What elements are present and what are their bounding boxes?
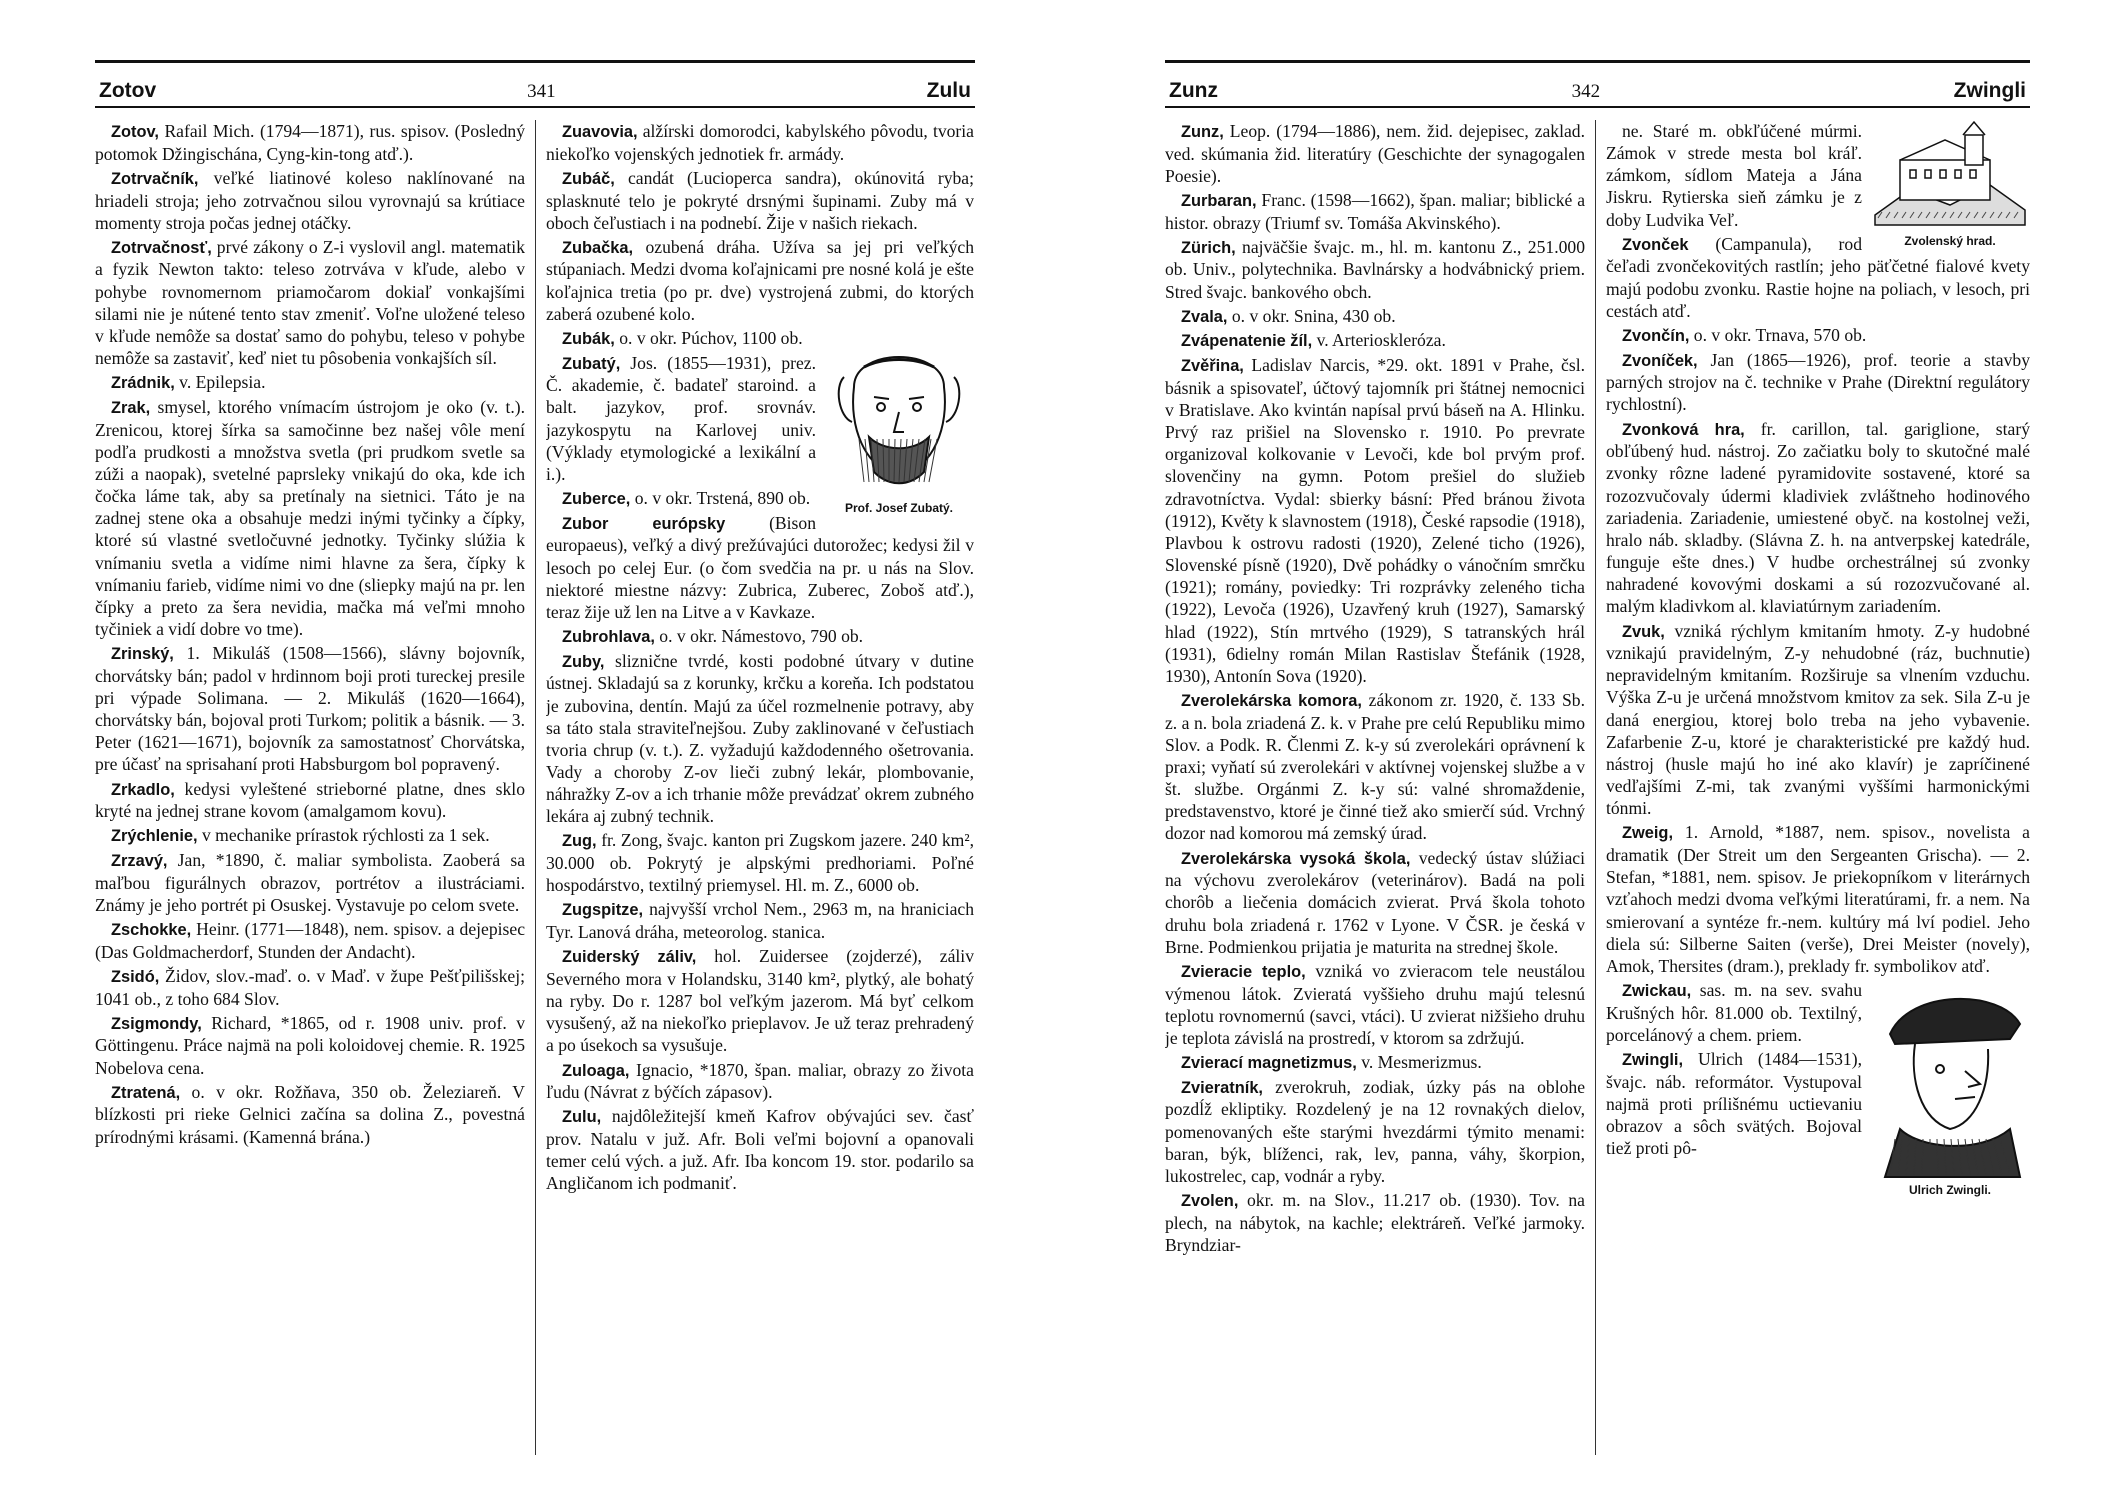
entry-headword: Zrýchlenie, [111, 827, 198, 846]
entry-headword: Zuiderský záliv, [562, 948, 697, 967]
page-number: 341 [527, 81, 556, 102]
entry-text: sliznične tvrdé, kosti podobné útvary v dutine ústnej. Skladajú sa z korunky, krčku a koreňa. Ich podstatou je zubovina, dentín. Majú za účel rozmelnenie potravy, aby sa táto stala straviteľnejšou. Zuby zaklinované v čeľustiach tvoria chrup (v. t.). Z. vyžadujú každodenného ošetrovania. Vady a choroby Z-ov lieči zubný lekár, plombovanie, náhražky Z-ov a ich trhanie môže prevádzať okrem zubného lekára aj zubný technik. [546, 650, 974, 827]
dictionary-entry [546, 236, 974, 325]
entry-headword: Zweig, [1622, 824, 1673, 843]
entry-headword: Zurbaran, [1181, 191, 1257, 210]
entry-text: v. Epilepsia. [174, 372, 266, 393]
entry-headword: Zunz, [1181, 123, 1224, 141]
entry-text: alžírski domorodci, kabylského pôvodu, tvoria niekoľko vojenských jednotiek fr. armády. [546, 121, 974, 164]
entry-headword: Zvieratník, [1181, 1078, 1263, 1097]
entry-headword: Zwickau, [1622, 982, 1692, 1001]
dictionary-entry [546, 512, 974, 623]
dictionary-entry [1165, 847, 1585, 958]
entry-text: smysel, ktorého vnímacím ústrojom je oko (v. t.). Zrenicou, ktorej šírka sa samočinne bez našej vôle mení podľa prudkosti a množstva svetla (pri prudkom svetle sa zúži a naopak), svetelné paprsleky vnikajú do oka, kde ich čočka láme tak, aby sa pretínaly na sietnici. Táto je na zadnej stene oka a obsahuje medzi inými tyčinky a čípky, ktoré sú vlastné svetločuvné jednotky. Tyčinky slúžia k vnímaniu svetla a vidíme nimi hlavne za šera, čípky k vnímaniu farieb, vidíme nimi vo dne (sliepky majú na pr. len čípky a preto za šera nevidia, mačka má veľmi mnoho tyčiniek a vidí dobre vo tme). [95, 396, 525, 640]
entry-text: kedysi vyleštené strieborné platne, dnes sklo kryté na jednej strane kovom (amalgamom kovu). [95, 778, 525, 822]
header-left-word: Zunz [1169, 79, 1218, 102]
right-page [1165, 60, 2030, 1455]
dictionary-entry [1165, 1076, 1585, 1187]
entry-text: (Campanula), rod čeľadi zvončekovitých rastlín; jeho päťčetné fialové kvety majú podobu zvonku. Rastie hojne na poliach, v lesoch, pri cestách atď. [1606, 233, 2030, 321]
entry-text: Jos. (1855—1931), prez. Č. akademie, č. badateľ staroind. a balt. jazykov, prof. srovnáv. jazykospytu na Karlovej univ. (Výklady etymologické a lexikální a i.). [546, 352, 816, 484]
dictionary-entry [1165, 689, 1585, 845]
entry-text: Leop. (1794—1886), nem. žid. dejepisec, zaklad. ved. skúmania žid. literatúry (Geschichte der synagogalen Poesie). [1165, 121, 1585, 186]
entry-text: Ladislav Narcis, *29. okt. 1891 v Prahe, čsl. básnik a spisovateľ, účtový tajomník pri štátnej nemocnici v Bratislave. Ako kvintán napísal prvú báseň na A. Hlinku. Prvý raz prišiel na Slovensko r. 1910. Po prevrate organizoval kolkovanie v Levoči, kde bol prvým prof. slovenčiny na gymn. Potom prešiel do služieb zdravotníctva. Vydal: sbierky básní: Před bránou života (1912), Květy k slavnostem (1918), České rapsodie (1918), Plavbou k ostrovu radosti (1920), Zelené ticho (1926), Slovenské písně (1920), Dvě pohádky o vánočním smrčku (1921); romány, poviedky: Tri rozprávky zeleného ticha (1922), Levoča (1926), Uzavřený kruh (1927), Samarský hlad (1922), Stín mrtvého (1929), S tatranských hrál (1931), 6dielny román Milan Rastislav Štefánik (1928, 1930), Antonín Sova (1920). [1165, 355, 1585, 686]
entry-text: najvyšší vrchol Nem., 2963 m, na hraniciach Tyr. Lanová dráha, meteorolog. stanica. [546, 899, 974, 943]
entry-headword: Zwingli, [1622, 1051, 1684, 1070]
dictionary-entry [1165, 120, 1585, 187]
entry-text: fr. Zong, švajc. kanton pri Zugskom jazere. 240 km², 30.000 ob. Pokrytý je alpskými predhoriami. Poľné hospodárstvo, textilný priemysel. Hl. m. Z., 6000 ob. [546, 830, 974, 896]
entry-headword: Zrkadlo, [111, 780, 175, 799]
dictionary-entry [546, 945, 974, 1056]
zubaty-portrait [824, 327, 974, 516]
page-number: 342 [1571, 81, 1601, 102]
figure-caption: Ulrich Zwingli. [1908, 1183, 1991, 1198]
entry-text: Ulrich (1484—1531), švajc. náb. reformátor. Vystupoval najmä proti prílišnému uctievaniu obrazov a sôch svätých. Bojoval tiež proti pô- [1606, 1049, 1862, 1159]
entry-headword: Ztratená, [111, 1083, 181, 1102]
dictionary-entry [546, 120, 974, 165]
entry-headword: Zotrvačnosť, [111, 238, 212, 257]
entry-text: zverokruh, zodiak, úzky pás na oblohe pozdĺž ekliptiky. Rozdelený je na 12 rovnakých dielov, pomenovaných ešte starými hvezdármi týmito menami: baran, býk, blíženci, rak, lev, panna, váhy, škorpion, lukostrelec, cap, vodnár a ryby. [1165, 1076, 1585, 1186]
entry-headword: Zrak, [111, 398, 151, 417]
entry-headword: Zuby, [562, 652, 605, 671]
entry-headword: Zvěřina, [1181, 357, 1244, 376]
entry-text: zákonom zr. 1920, č. 133 Sb. z. a n. bola zriadená Z. k. v Prahe pre celú Republiku mimo Slov. a Podk. R. Členmi Z. k-y sú zverolekári oprávnení k praxi; vyňatí sú zverolekári v aktívnej vojenskej službe a v št. službe. Orgánmi Z. k-y sú: valné shromaždenie, predstavenstvo, ktoré je činné tiež ako smierčí súd. Vrchný dozor nad komorou má zemský úrad. [1165, 690, 1585, 844]
castle-illustration [1870, 120, 2030, 249]
entry-text: Jan, *1890, č. maliar symbolista. Zaoberá sa maľbou figurálnych obrazov, portrétov a ilustráciami. Známy je jeho portrét pi Osuskej. Vystavuje po celom svete. [95, 850, 525, 915]
entry-text: 1. Mikuláš (1508—1566), slávny bojovník, chorvátsky bán; padol v hrdinnom boji proti tureckej presile pri výpade Solimana. — 2. Mikuláš (1620—1664), chorvátsky bán, bojoval proti Turkom; politik a básnik. — 3. Peter (1621—1671), bojovník za samostatnosť Chorvátska, pre účasť na sprisahaní proti Habsburgom bol popravený. [95, 643, 525, 775]
entry-text: o. v okr. Púchov, 1100 ob. [614, 327, 803, 348]
entry-headword: Zvoníček, [1622, 351, 1698, 370]
entry-text: vzniká rýchlym kmitaním hmoty. Z-y hudobné vznikajú pravidelným, Z-y nehudobné (ráz, buchnutie) nepravidelným kmitaním. Rozširuje sa vlnením vzduchu. Výška Z-u je určená množstvom kmitov za sek. Sila Z-u je daná energiou, ktorej bolo treba na jeho vybavenie. Zafarbenie Z-u, ktoré je charakteristické pre každý hud. nástroj (husle majú ho iné ako klavír) je zapríčinené vedľajšími Z-mi, tak zvanými vyššími harmonickými tónmi. [1606, 620, 2030, 819]
entry-text: okr. m. na Slov., 11.217 ob. (1930). Tov. na plech, na nábytok, na kachle; elektráreň. Veľké jarmoky. Bryndziar- [1165, 1190, 1585, 1255]
entry-headword: Zvolen, [1181, 1192, 1239, 1211]
dictionary-entry [95, 849, 525, 916]
entry-text: v mechanike prírastok rýchlosti za 1 sek. [197, 825, 490, 846]
entry-headword: Zubor európsky [562, 514, 726, 533]
entry-text: ne. Staré m. obkľúčené múrmi. Zámok v strede mesta bol kráľ. zámkom, sídlom Mateja a Jána Jiskru. Rytierska sieň zámku je z doby Ludvika Veľ. [1606, 121, 1862, 230]
dictionary-entry [95, 396, 525, 640]
left-page [95, 60, 975, 1455]
dictionary-entry [1165, 354, 1585, 687]
entry-text: o. v okr. Námestovo, 790 ob. [654, 626, 864, 647]
entry-headword: Zsigmondy, [111, 1014, 202, 1033]
dictionary-entry [95, 236, 525, 369]
dictionary-entry [1165, 236, 1585, 303]
header-right-word: Zulu [926, 79, 971, 102]
entry-headword: Zverolekárska vysoká škola, [1181, 849, 1411, 868]
entry-text: vedecký ústav slúžiaci na výchovu zverolekárov (veterinárov). Badá na poli chorôb a liečenia domácich zvierat. Prvá škola tohoto druhu bola zriadená r. 1762 v Lyone. V ČSR. je česká v Brne. Podmienkou prijatia je maturita na strednej škole. [1165, 847, 1585, 957]
entry-headword: Zug, [562, 832, 597, 851]
dictionary-entry [1606, 821, 2030, 977]
entry-text: hol. Zuidersee (zojderzé), záliv Severného mora v Holandsku, 3140 km², plytký, ale bohatý na ryby. Do r. 1287 bol veľkým jazerom. Má byť celkom vysušený, až na niekoľko prieplavov. Je už teraz prehradený a po úsekoch sa vysušuje. [546, 946, 974, 1056]
entry-headword: Zuberce, [562, 490, 631, 509]
column-divider [1595, 120, 1596, 1455]
entry-headword: Zulu, [562, 1108, 602, 1127]
entry-headword: Zvieracie teplo, [1181, 962, 1306, 981]
dictionary-entry [95, 642, 525, 775]
dictionary-entry [1606, 324, 2030, 347]
left-page-column-2 [546, 120, 974, 1455]
entry-text: najdôležitejší kmeň Kafrov obývajúci sev. časť prov. Natalu v juž. Afr. Boli veľmi bojovní a opanovali temer celú vých. a juž. Afr. Iba koncom 19. stor. podarilo sa Angličanom ich podmaniť. [546, 1106, 974, 1194]
entry-headword: Zubačka, [562, 238, 634, 257]
left-page-column-1 [95, 120, 525, 1455]
entry-text: (Bison europaeus), veľký a divý prežúvajúci dutorožec; kedysi žil v lesoch po celej Eur. (o čom svedčia na pr. u nás na Slov. niektoré miestne názvy: Zubrica, Zuberec, Zoboš atď.), teraz žije už len na Litve a v Kavkaze. [546, 512, 974, 622]
entry-headword: Zvápenatenie žíl, [1181, 332, 1313, 351]
dictionary-entry [95, 918, 525, 963]
page-header [1165, 63, 2030, 108]
entry-headword: Zsidó, [111, 967, 160, 986]
entry-headword: Zubák, [562, 329, 615, 348]
dictionary-entry [95, 1012, 525, 1079]
entry-headword: Zubrohlava, [562, 628, 655, 647]
entry-text: Franc. (1598—1662), špan. maliar; biblické a histor. obrazy (Triumf sv. Tomáša Akvinského). [1165, 189, 1585, 233]
entry-text: Heinr. (1771—1848), nem. spisov. a dejepisec (Das Goldmacherdorf, Stunden der Andacht). [95, 919, 525, 962]
entry-headword: Zvonková hra, [1622, 420, 1745, 439]
page-header [95, 63, 975, 108]
entry-headword: Zürich, [1181, 238, 1236, 257]
dictionary-entry [546, 1059, 974, 1104]
dictionary-entry [95, 778, 525, 823]
entry-headword: Zvala, [1181, 307, 1228, 326]
entry-headword: Zrzavý, [111, 852, 168, 871]
entry-text: ozubená dráha. Užíva sa jej pri veľkých stúpaniach. Medzi dvoma koľajnicami pre nosné kolá je ešte koľajnica tretia (po pr. dve) vystrojená zubmi, do ktorých zaberá ozubené kolo. [546, 236, 974, 324]
entry-text: 1. Arnold, *1887, nem. spisov., novelista a dramatik (Der Streit um den Sergeanten Grischa). — 2. Stefan, *1881, nem. spisov. Je priekopníkom v literárnych vzťahoch medzi dvoma veľkými literatúrami, fr. a nem. Na smierovaní a syntéze fr.-nem. kultúry má lví podiel. Jeho diela sú: Silberne Saiten (verše), Drei Meister (novely), Amok, Thersites (dram.), preklady fr. symbolikov atď. [1606, 822, 2030, 976]
entry-headword: Zuavovia, [562, 123, 638, 141]
dictionary-entry [1165, 305, 1585, 328]
dictionary-entry [546, 829, 974, 896]
entry-text: o. v okr. Trstená, 890 ob. [630, 488, 811, 509]
dictionary-entry [95, 371, 525, 394]
right-page-column-2 [1606, 120, 2030, 1455]
entry-text: prvé zákony o Z-i vyslovil angl. matematik a fyzik Newton takto: teleso zotrváva v kľude, alebo v pohybe rovnomernom priamočarom dokiaľ vonkajšími silami nie je nútené tento stav zmeniť. Voľne uložené teleso v kľude nemôže sa dostať samo do pohybu, teleso v pohybe nemôže sa zastaviť, keď niet tu pôsobenia vonkajších síl. [95, 236, 525, 369]
entry-headword: Zrádnik, [111, 374, 175, 393]
entry-headword: Zubatý, [562, 354, 621, 373]
dictionary-entry [95, 965, 525, 1010]
entry-text: o. v okr. Snina, 430 ob. [1227, 305, 1396, 326]
entry-text: v. Mesmerizmus. [1356, 1052, 1482, 1073]
header-right-word: Zwingli [1953, 79, 2026, 102]
figure-caption: Zvolenský hrad. [1904, 234, 1996, 248]
entry-headword: Zuloaga, [562, 1061, 630, 1080]
entry-text: candát (Lucioperca sandra), okúnovitá ryba; splasknuté telo je pokryté drsnými šupinami. Zuby má v oboch čeľustiach i na podnebí. Žije v našich riekach. [546, 167, 974, 233]
entry-headword: Zotrvačník, [111, 169, 199, 188]
entry-headword: Zugspitze, [562, 901, 644, 920]
dictionary-entry [1165, 1051, 1585, 1074]
dictionary-entry [546, 167, 974, 234]
dictionary-entry [1165, 960, 1585, 1049]
dictionary-entry [95, 120, 525, 165]
entry-headword: Zubáč, [562, 169, 615, 188]
entry-text: sas. m. na sev. svahu Krušných hôr. 81.000 ob. Textilný, porcelánový a chem. priem. [1606, 980, 1862, 1045]
dictionary-entry [546, 898, 974, 943]
figure-caption: Prof. Josef Zubatý. [844, 500, 954, 515]
dictionary-entry [546, 625, 974, 648]
right-page-column-1 [1165, 120, 1585, 1455]
entry-headword: Zotov, [111, 123, 159, 141]
entry-text: Rafail Mich. (1794—1871), rus. spisov. (Posledný potomok Džingischána, Cyng-kin-tong atď.). [95, 121, 525, 164]
entry-text: o. v okr. Rožňava, 350 ob. Železiareň. V blízkosti pri rieke Gelnici začína sa dolina Z., povestná prírodnými krásami. (Kamenná brána.) [95, 1081, 525, 1147]
entry-text: v. Arterioskleróza. [1312, 330, 1446, 351]
dictionary-entry [1606, 349, 2030, 416]
dictionary-entry [95, 167, 525, 234]
dictionary-entry [1165, 189, 1585, 234]
dictionary-entry [95, 1081, 525, 1148]
dictionary-entry [1165, 1189, 1585, 1256]
entry-text: fr. carillon, tal. gariglione, starý obľúbený hud. nástroj. Zo začiatku boly to skutočné malé zvonky rôzne ladené pyramidovite sostavené, ktoré sa rozozvučovaly údermi kladiviek zvláštneho hodinového zariadenia. Zariadenie, umiestené obyč. na kostolnej veži, hralo náb. skladby. (Slávna Z. h. na antverpskej katedrále, funguje ešte dnes.) V hudbe orchestrálnej sú zvonky nahradené kovovými doskami a sú rozozvučované al. malým kladivkom al. klaviatúrnym zariadením. [1606, 418, 2030, 617]
entry-text: Ignacio, *1870, špan. maliar, obrazy zo života ľudu (Návrat z býčích zápasov). [546, 1059, 974, 1103]
zwingli-portrait [1870, 979, 2030, 1198]
entry-headword: Zvierací magnetizmus, [1181, 1054, 1357, 1073]
entry-text: veľké liatinové koleso naklínované na hriadeli stroja; jeho zotrvačnou silou vyrovnajú sa krútiace momenty stroja počas jednej otáčky. [95, 167, 525, 233]
entry-text: Richard, *1865, od r. 1908 univ. prof. v Göttingenu. Práce najmä na poli koloidovej chemie. R. 1925 Nobelova cena. [95, 1012, 525, 1078]
entry-headword: Zvuk, [1622, 622, 1665, 641]
dictionary-entry [1606, 418, 2030, 618]
entry-headword: Zrinský, [111, 645, 174, 664]
entry-headword: Zvonček [1622, 235, 1689, 254]
dictionary-entry [1165, 329, 1585, 352]
entry-headword: Zvončín, [1622, 326, 1690, 345]
entry-text: vzniká vo zvieracom tele neustálou výmenou látok. Zvieratá vyššieho druhu majú telesnú teplotu rovnomernú (savci, vtáci). U zvierat nižšieho druhu je teplota závislá na prostredí, v ktorom sa zdržujú. [1165, 960, 1585, 1048]
dictionary-entry [95, 824, 525, 847]
entry-text: o. v okr. Trnava, 570 ob. [1689, 324, 1867, 345]
column-divider [535, 120, 536, 1455]
entry-text: Židov, slov.-maď. o. v Maď. v župe Pešťpilišskej; 1041 ob., z toho 684 Slov. [95, 965, 525, 1009]
dictionary-entry [546, 650, 974, 828]
dictionary-entry [546, 1105, 974, 1194]
entry-headword: Zverolekárska komora, [1181, 692, 1362, 710]
entry-text: najväčšie švajc. m., hl. m. kantonu Z., 251.000 ob. Univ., polytechnika. Bavlnársky a hodvábnický priem. Stred švajc. bankového obch. [1165, 236, 1585, 302]
header-left-word: Zotov [99, 79, 157, 102]
entry-text: Jan (1865—1926), prof. teorie a stavby parných strojov na č. technike v Prahe (Direktní regulátory rychlostní). [1606, 349, 2030, 415]
dictionary-entry [1606, 620, 2030, 820]
entry-headword: Zschokke, [111, 921, 192, 940]
